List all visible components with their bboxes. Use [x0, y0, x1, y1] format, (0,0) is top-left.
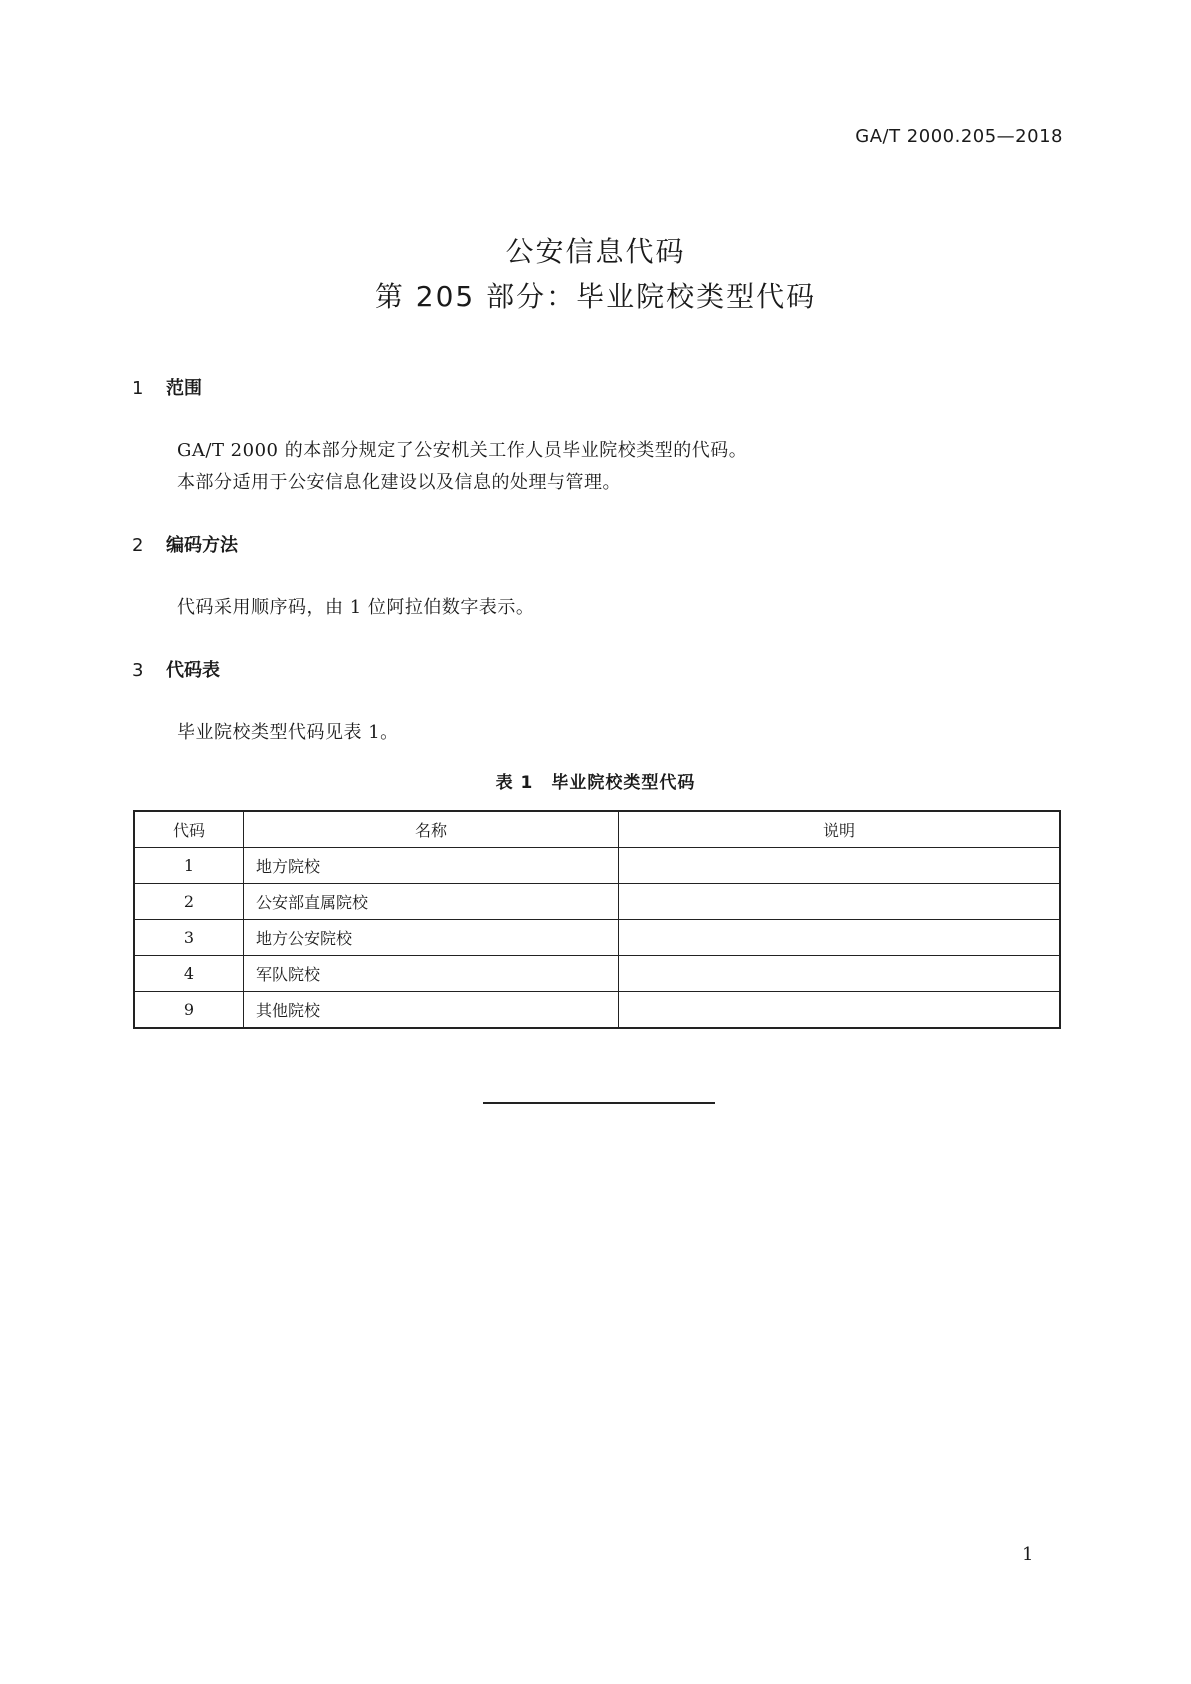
cell-description: [619, 992, 1061, 1029]
table-caption: 表 1 毕业院校类型代码: [495, 773, 696, 793]
cell-name: 其他院校: [244, 992, 619, 1029]
column-header-code: 代码: [134, 811, 244, 848]
column-header-name: 名称: [244, 811, 619, 848]
table-row: [134, 956, 1060, 992]
cell-name: 军队院校: [244, 956, 619, 992]
document-code: GA/T 2000.205—2018: [855, 126, 1063, 147]
cell-code: 9: [134, 992, 244, 1029]
section-heading-code-table: [132, 656, 220, 682]
cell-code: 2: [134, 884, 244, 920]
code-table: [133, 810, 1061, 1029]
document-title-line1: 公安信息代码: [505, 235, 686, 268]
cell-description: [619, 884, 1061, 920]
cell-code: 3: [134, 920, 244, 956]
cell-description: [619, 848, 1061, 884]
section-title: 代码表: [166, 660, 220, 681]
document-title-line2: 第 205 部分：毕业院校类型代码: [374, 280, 817, 313]
cell-description: [619, 956, 1061, 992]
paragraph: 代码采用顺序码，由 1 位阿拉伯数字表示。: [177, 597, 535, 618]
section-title: 范围: [166, 378, 202, 399]
table-header-row: [134, 811, 1060, 848]
cell-name: 公安部直属院校: [244, 884, 619, 920]
paragraph: 本部分适用于公安信息化建设以及信息的处理与管理。: [177, 472, 621, 493]
cell-name: 地方院校: [244, 848, 619, 884]
table-row: [134, 992, 1060, 1029]
section-heading-coding-method: [132, 531, 238, 557]
paragraph: 毕业院校类型代码见表 1。: [177, 722, 399, 743]
page-number: 1: [1022, 1544, 1034, 1565]
cell-code: 1: [134, 848, 244, 884]
section-heading-scope: [132, 374, 202, 400]
table-row: [134, 884, 1060, 920]
section-number: 1: [132, 378, 144, 399]
cell-code: 4: [134, 956, 244, 992]
end-of-document-line: [483, 1102, 715, 1104]
section-title: 编码方法: [166, 535, 238, 556]
table-row: [134, 848, 1060, 884]
section-number: 3: [132, 660, 144, 681]
section-number: 2: [132, 535, 144, 556]
paragraph: GA/T 2000 的本部分规定了公安机关工作人员毕业院校类型的代码。: [177, 440, 748, 461]
cell-description: [619, 920, 1061, 956]
column-header-description: 说明: [619, 811, 1061, 848]
table-row: [134, 920, 1060, 956]
cell-name: 地方公安院校: [244, 920, 619, 956]
